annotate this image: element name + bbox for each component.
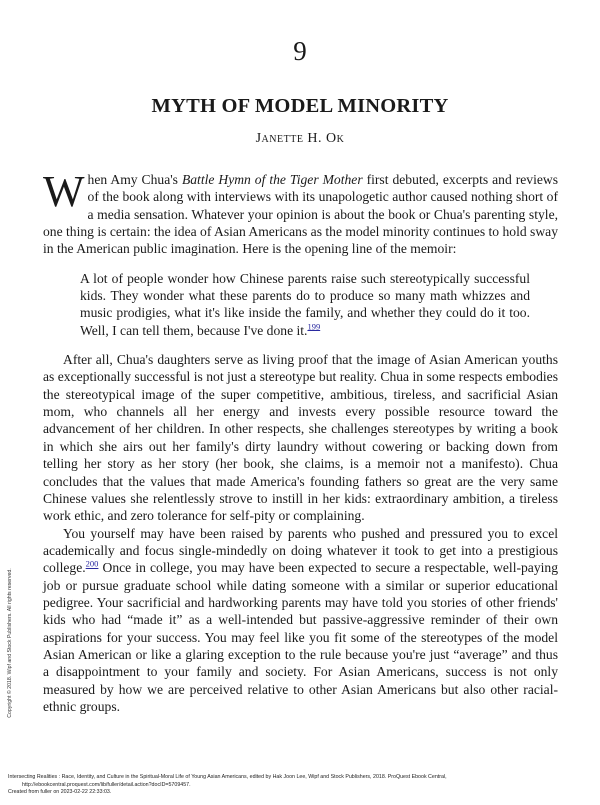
citation-line: Intersecting Realities : Race, Identity, and Culture in the Spiritual-Moral Life of Young Asian Americans, edited by Hak Joon Lee, Wipf and Stock Publishers, 2018. ProQuest Ebook Central, [8,774,447,780]
drop-cap: W [43,167,85,216]
text: Once in college, you may have been expected to secure a respectable, well-paying job or pursue graduate school while dating someone with a similar or superior educational pedigree. Your sacrificial and hardworking parents may have told you stories of other friends' kids who had “made it” as a well-intended but passive-aggressive reminder of their own aspirations for your success. You may feel like you fit some of the stereotypes of the model Asian American or like a glaring exception to the rule because you're just “average” and thus a disappointment to your family and society. For Asian Americans, success is not only measured by how we are perceived relative to other Asian Americans but also other racial-ethnic groups. [43,560,558,714]
copyright-side-note: Copyright © 2018. Wipf and Stock Publishers. All rights reserved. [7,568,13,718]
block-quote [80,270,530,339]
footnote-link-199[interactable]: 199 [307,321,321,332]
body-text [43,167,558,715]
footnote-link-200[interactable]: 200 [85,558,99,569]
paragraph [43,167,558,258]
created-line: Created from fuller on 2023-02-22 22:33:03. [8,789,112,795]
chapter-author: Janette H. Ok [255,131,345,146]
citation-url[interactable]: http://ebookcentral.proquest.com/lib/fuller/detail.action?docID=5709457. [22,781,191,788]
paragraph: After all, Chua's daughters serve as living proof that the image of Asian American youths as exceptionally successful is not just a stereotype but reality. Chua in some respects embodies the stereotypical image of the super competitive, ambitious, tireless, and sacrificial Asian mom, who channels all her energy and invests every possible resource toward the advancement of her children. In other respects, she challenges stereotypes by writing a book in which she airs out her family's dirty laundry without cowering or backing down from telling her story as her story (her book, she claims, is a memoir not a manifesto). Chua concludes that the values that made America's founding fathers so great are the very same Chinese values she relentlessly strove to instill in her kids: extraordinary ambition, a tireless work ethic, and zero tolerance for self-pity or complaining. [43,352,558,524]
chapter-number: 9 [293,36,307,66]
text: hen Amy Chua's [87,172,182,187]
text: You yourself may have been raised by parents who pushed and pressured you to excel academically and focus single-mindedly on doing whatever it took to get into a prestigious college. [43,525,558,576]
citation-footer [8,774,447,797]
chapter-title: MYTH OF MODEL MINORITY [151,95,449,117]
paragraph [43,525,558,716]
quote-text: A lot of people wonder how Chinese parents raise such stereotypically successful kids. They wonder what these parents do to produce so many math whizzes and music prodigies, what it's like inside the family, and whether they could do it too. Well, I can tell them, because I've done it. [80,270,530,338]
text: first debuted, excerpts and reviews of the book along with interviews with its unapologetic author caused nothing short of a media sensation. Whatever your opinion is about the book or Chua's parenting style, one thing is certain: the idea of Asian Americans as the model minority continues to hold sway in the American public imagination. Here is the opening line of the memoir: [43,172,558,257]
book-title: Battle Hymn of the Tiger Mother [181,172,363,187]
